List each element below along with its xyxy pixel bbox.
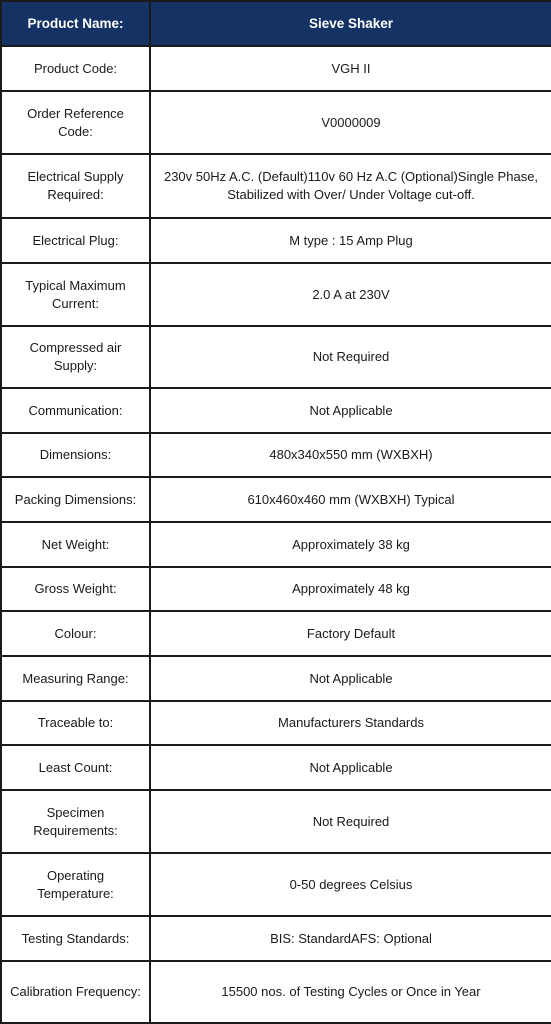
table-header-row xyxy=(1,1,551,46)
table-row xyxy=(1,567,551,611)
row-value: 480x340x550 mm (WXBXH) xyxy=(150,433,551,477)
table-row xyxy=(1,656,551,701)
row-value: 15500 nos. of Testing Cycles or Once in Year xyxy=(150,961,551,1023)
table-row xyxy=(1,522,551,567)
row-value: BIS: StandardAFS: Optional xyxy=(150,916,551,961)
table-row xyxy=(1,263,551,326)
row-value: Manufacturers Standards xyxy=(150,701,551,745)
row-label: Net Weight: xyxy=(1,522,150,567)
row-value: 610x460x460 mm (WXBXH) Typical xyxy=(150,477,551,522)
row-label: Dimensions: xyxy=(1,433,150,477)
row-label: Packing Dimensions: xyxy=(1,477,150,522)
row-value: Factory Default xyxy=(150,611,551,656)
row-label: Colour: xyxy=(1,611,150,656)
row-label: Compressed air Supply: xyxy=(1,326,150,388)
row-label: Gross Weight: xyxy=(1,567,150,611)
row-value: Not Required xyxy=(150,790,551,853)
row-label: Measuring Range: xyxy=(1,656,150,701)
table-row xyxy=(1,46,551,91)
row-value: V0000009 xyxy=(150,91,551,154)
row-label: Calibration Frequency: xyxy=(1,961,150,1023)
row-value: Not Applicable xyxy=(150,745,551,790)
row-label: Electrical Plug: xyxy=(1,218,150,263)
table-row xyxy=(1,961,551,1023)
row-value: 2.0 A at 230V xyxy=(150,263,551,326)
table-row xyxy=(1,433,551,477)
row-value: Approximately 48 kg xyxy=(150,567,551,611)
row-value: Not Required xyxy=(150,326,551,388)
row-label: Electrical Supply Required: xyxy=(1,154,150,218)
table-row xyxy=(1,611,551,656)
table-row xyxy=(1,388,551,433)
table-row xyxy=(1,916,551,961)
row-value: M type : 15 Amp Plug xyxy=(150,218,551,263)
row-label: Traceable to: xyxy=(1,701,150,745)
table-row xyxy=(1,790,551,853)
table-row xyxy=(1,154,551,218)
row-label: Testing Standards: xyxy=(1,916,150,961)
row-value: Approximately 38 kg xyxy=(150,522,551,567)
table-row xyxy=(1,701,551,745)
table-row xyxy=(1,218,551,263)
header-value: Sieve Shaker xyxy=(150,1,551,46)
row-label: Product Code: xyxy=(1,46,150,91)
header-label: Product Name: xyxy=(1,1,150,46)
row-label: Least Count: xyxy=(1,745,150,790)
table-row xyxy=(1,91,551,154)
row-label: Specimen Requirements: xyxy=(1,790,150,853)
table-row xyxy=(1,853,551,916)
row-value: VGH II xyxy=(150,46,551,91)
row-label: Operating Temperature: xyxy=(1,853,150,916)
row-label: Communication: xyxy=(1,388,150,433)
row-label: Typical Maximum Current: xyxy=(1,263,150,326)
row-value: 0-50 degrees Celsius xyxy=(150,853,551,916)
row-label: Order Reference Code: xyxy=(1,91,150,154)
row-value: 230v 50Hz A.C. (Default)110v 60 Hz A.C (Optional)Single Phase, Stabilized with Over/ Under Voltage cut-off. xyxy=(150,154,551,218)
table-row xyxy=(1,326,551,388)
row-value: Not Applicable xyxy=(150,656,551,701)
table-row xyxy=(1,745,551,790)
row-value: Not Applicable xyxy=(150,388,551,433)
table-row xyxy=(1,477,551,522)
